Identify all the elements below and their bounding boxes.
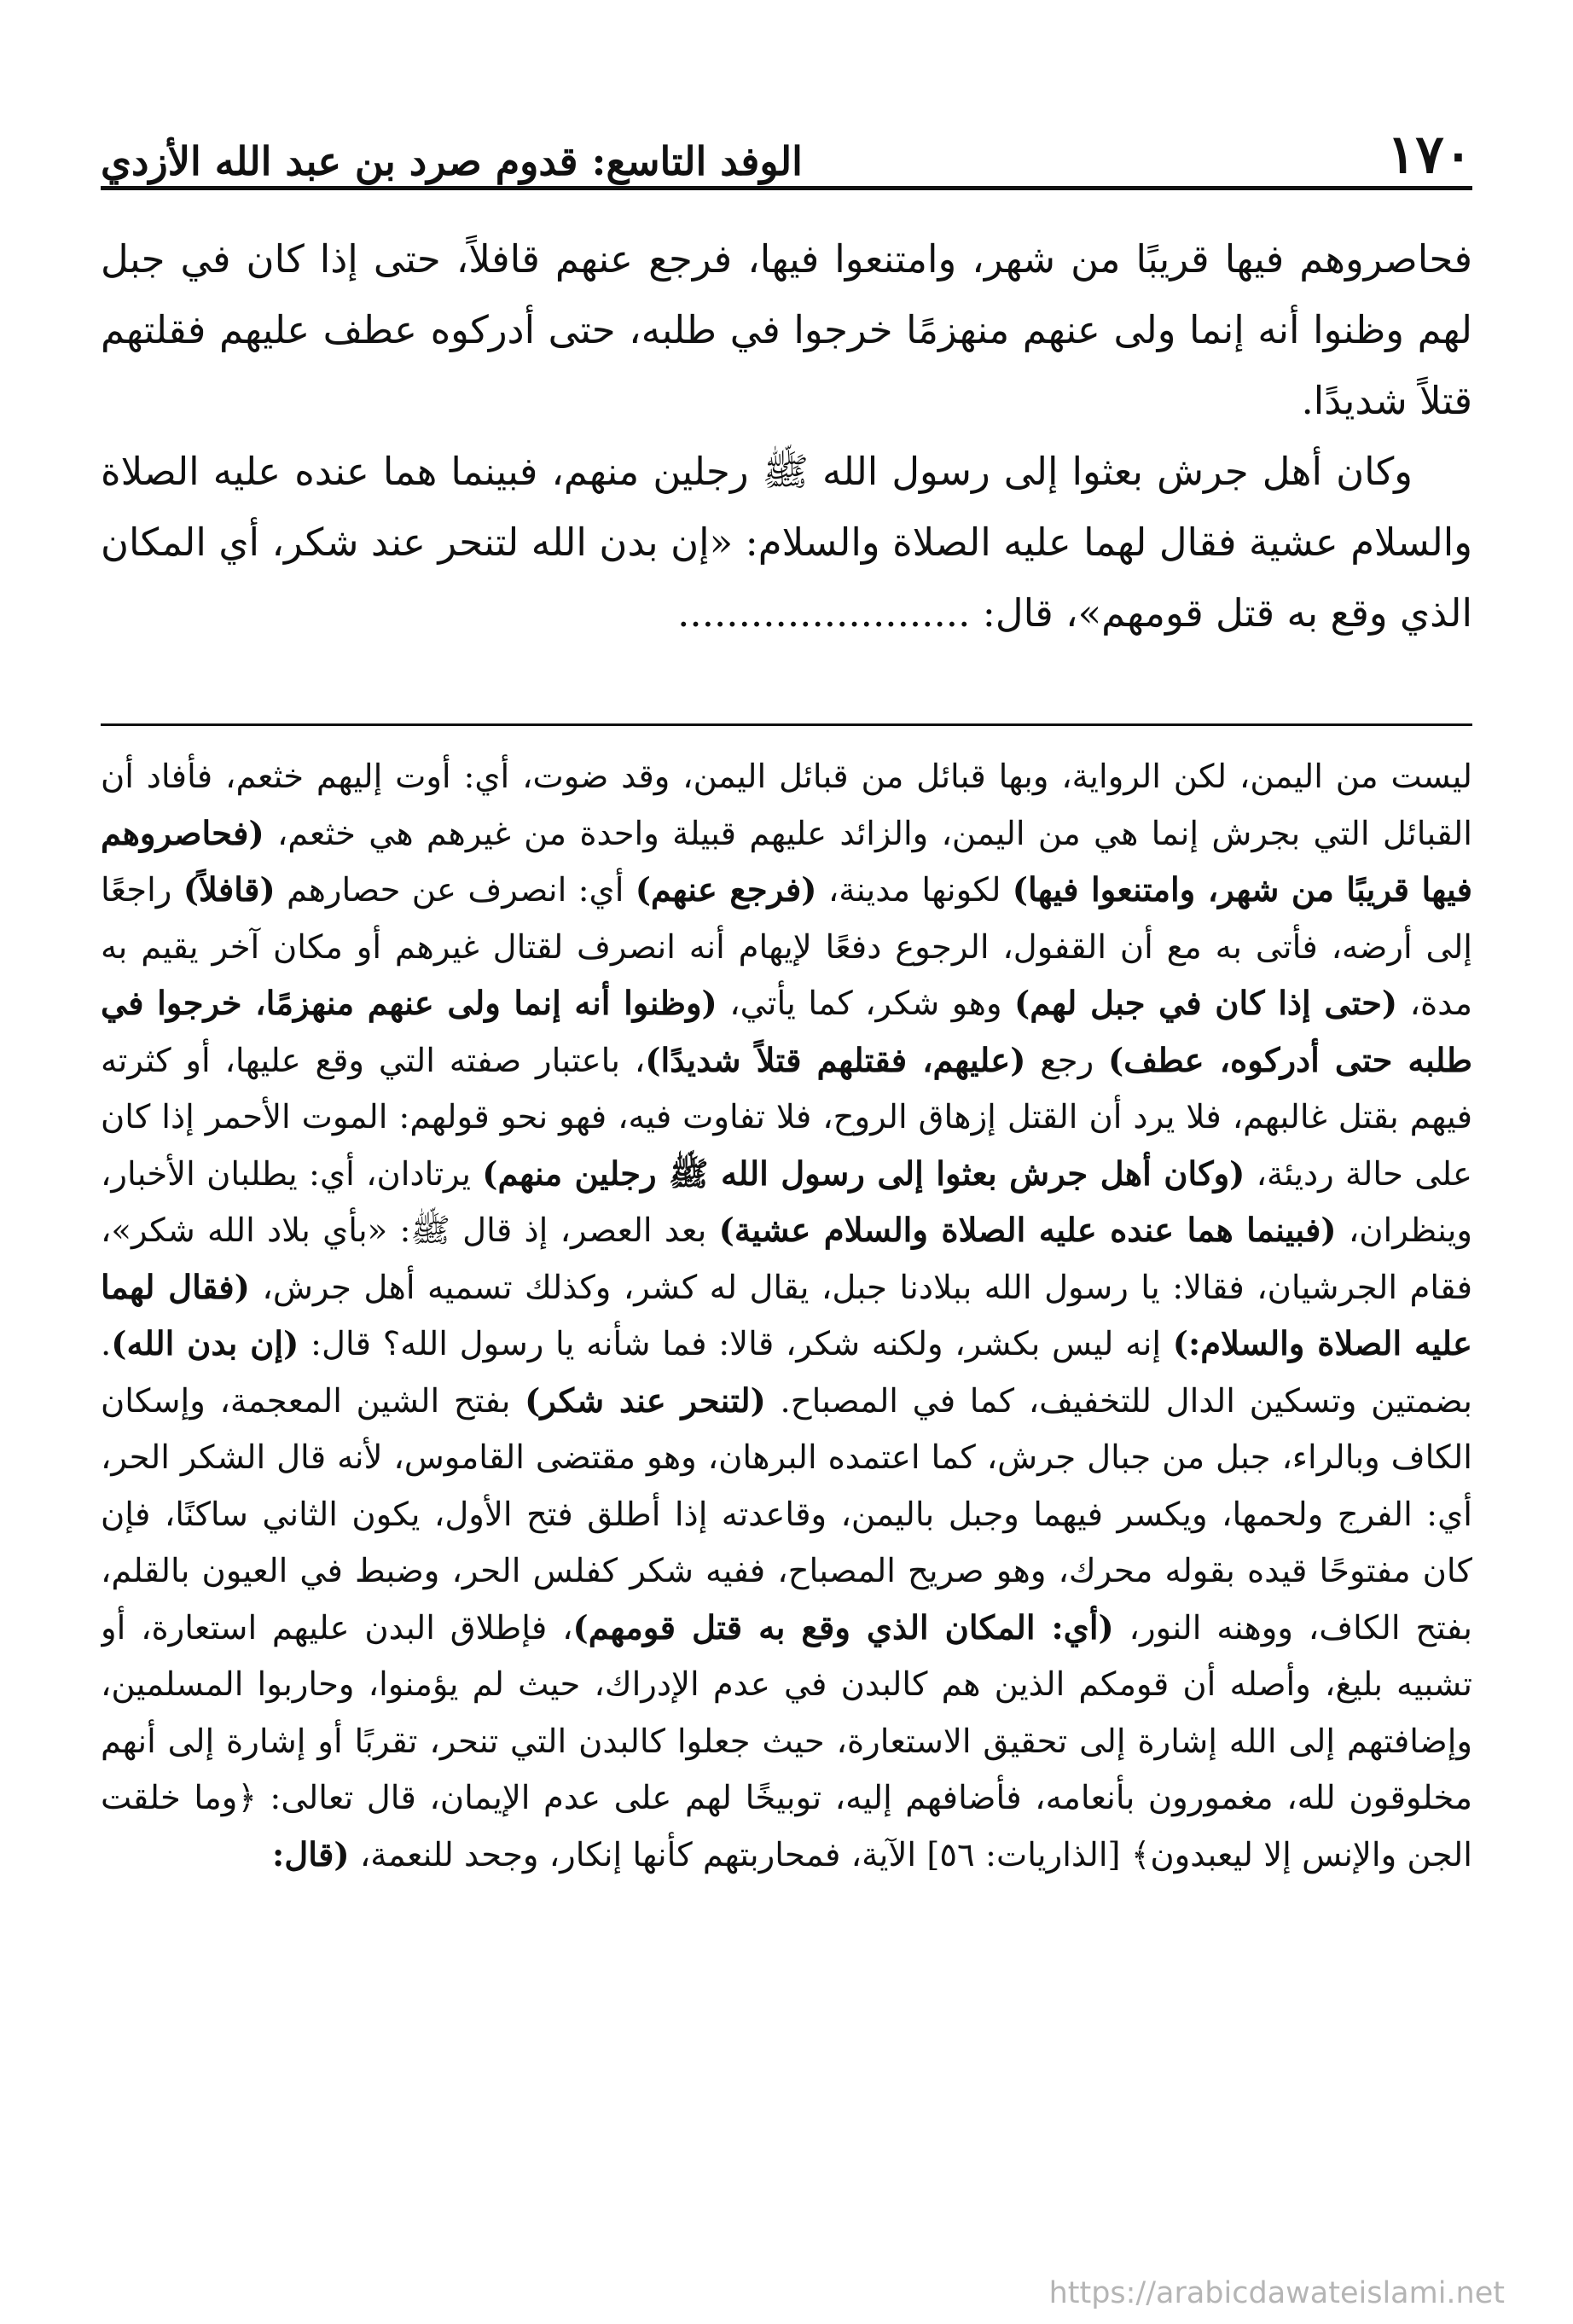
quoted-matn: (قال: [272, 1835, 350, 1874]
page-number: ١٧٠ [1387, 123, 1472, 185]
main-paragraph [101, 436, 1472, 648]
commentary-text: بعد العصر، إذ قال ﷺ: «بأي بلاد الله شكر»، فقام الجرشيان، فقالا: يا رسول الله ببلادنا جبل، يقال له كشر، وكذلك تسميه أهل جرش، [101, 1211, 1472, 1307]
quoted-matn: (إن بدن الله) [111, 1325, 299, 1363]
commentary-text: بفتح الشين المعجمة، وإسكان الكاف وبالراء، جبل من جبال جرش، كما اعتمده البرهان، وهو مقتضى القاموس، لأنه قال الشكر الحر، أي: الفرج ولحمها، ويكسر فيهما وجبل باليمن، وقاعدته إذا أطلق فتح الأول، يكون الثاني ساكنًا، فإن كان مفتوحًا قيده بقوله محرك، وهو صريح المصباح، ففيه شكر كفلس الحر، وضبط في العيون بالقلم، بفتح الكاف، ووهنه النور، [101, 1381, 1472, 1647]
commentary-text: راجعًا إلى أرضه، فأتى به مع أن القفول، الرجوع دفعًا لإيهام أنه انصرف لقتال غيرهم أو مكان آخر يقيم به مدة، [101, 871, 1472, 1023]
commentary-text: إنه ليس بكشر، ولكنه شكر، قالا: فما شأنه يا رسول الله؟ قال: [299, 1325, 1173, 1363]
header-divider [101, 186, 1472, 190]
quoted-matn: (فحاصروهم فيها قريبًا من شهر، وامتنعوا فيها) [101, 814, 1472, 909]
commentary-text: ، باعتبار صفته التي وقع عليها، أو كثرته فيهم بقتل غالبهم، فلا يرد أن القتل إزهاق الروح، فلا تفاوت فيه، فهو نحو قولهم: الموت الأحمر إذا كان على حالة رديئة، [101, 1041, 1472, 1194]
commentary-text: ليست من اليمن، لكن الرواية، وبها قبائل من قبائل اليمن، وقد ضوت، أي: أوت إليهم خثعم، فأفاد أن القبائل التي بجرش إنما هي من اليمن، والزائد عليهم قبيلة واحدة من غيرهم هي خثعم، [101, 758, 1472, 853]
quoted-matn: (فقال لهما عليه الصلاة والسلام:) [101, 1268, 1472, 1363]
commentary-text: أي: انصرف عن حصارهم [275, 871, 636, 909]
main-paragraph-text: وكان أهل جرش بعثوا إلى رسول الله ﷺ رجلين منهم، فبينما هما عنده عليه الصلاة والسلام عشية فقال لهما عليه الصلاة والسلام: «إن بدن الله لتنحر عند شكر، أي المكان الذي وقع به قتل قومهم»، قال: [101, 449, 1472, 636]
main-paragraph: فحاصروهم فيها قريبًا من شهر، وامتنعوا فيها، فرجع عنهم قافلاً، حتى إذا كان في جبل لهم وظنوا أنه إنما ولى عنهم منهزمًا خرجوا في طلبه، حتى أدركوه عطف عليهم فقلتهم قتلاً شديدًا. [101, 236, 1472, 423]
running-title: الوفد التاسع: قدوم صرد بن عبد الله الأزدي [101, 138, 803, 184]
main-text [101, 224, 1472, 708]
quoted-matn: (أي: المكان الذي وقع به قتل قومهم) [572, 1608, 1114, 1647]
footnote-divider [101, 723, 1472, 726]
quoted-matn: (لتنحر عند شكر) [525, 1381, 766, 1421]
commentary-text: رجع [1025, 1041, 1109, 1080]
footnote-commentary [101, 749, 1472, 2276]
commentary-text: . بضمتين وتسكين الدال للتخفيف، كما في المصباح. [101, 1325, 1472, 1421]
commentary-text: وهو شكر، كما يأتي، [717, 985, 1015, 1023]
quoted-matn: (حتى إذا كان في جبل لهم) [1014, 985, 1398, 1023]
quoted-matn: (قافلاً) [183, 871, 276, 909]
quoted-matn: (وكان أهل جرش بعثوا إلى رسول الله ﷺ رجلين منهم) [482, 1154, 1245, 1194]
ellipsis: ........................ [677, 590, 971, 636]
commentary-text: ، فإطلاق البدن عليهم استعارة، أو تشبيه بليغ، وأصله أن قومكم الذين هم كالبدن في عدم الإدراك، حيث لم يؤمنوا، وحاربوا المسلمين، وإضافتهم إلى الله إشارة إلى تحقيق الاستعارة، حيث جعلوا كالبدن التي تنحر، تقربًا أو إشارة إلى أنهم مخلوقون لله، مغمورون بأنعامه، فأضافهم إليه، توبيخًا لهم على عدم الإيمان، قال تعالى: ﴿وما خلقت الجن والإنس إلا ليعبدون﴾ [الذاريات: ٥٦] الآية، فمحاربتهم كأنها إنكار، وجحد للنعمة، [101, 1608, 1472, 1874]
quoted-matn: (فرجع عنهم) [635, 871, 817, 909]
commentary-text: يرتادان، أي: يطلبان الأخبار، وينظران، [101, 1154, 1472, 1250]
commentary-text: لكونها مدينة، [816, 871, 1013, 909]
page-header [101, 102, 1472, 185]
quoted-matn: (وظنوا أنه إنما ولى عنهم منهزمًا، خرجوا في طلبه حتى أدركوه، عطف) [101, 985, 1472, 1080]
quoted-matn: (فبينما هما عنده عليه الصلاة والسلام عشية) [718, 1211, 1337, 1250]
watermark-url: https://arabicdawateislami.net [1048, 2276, 1505, 2310]
quoted-matn: (عليهم، فقتلهم قتلاً شديدًا) [645, 1041, 1026, 1080]
